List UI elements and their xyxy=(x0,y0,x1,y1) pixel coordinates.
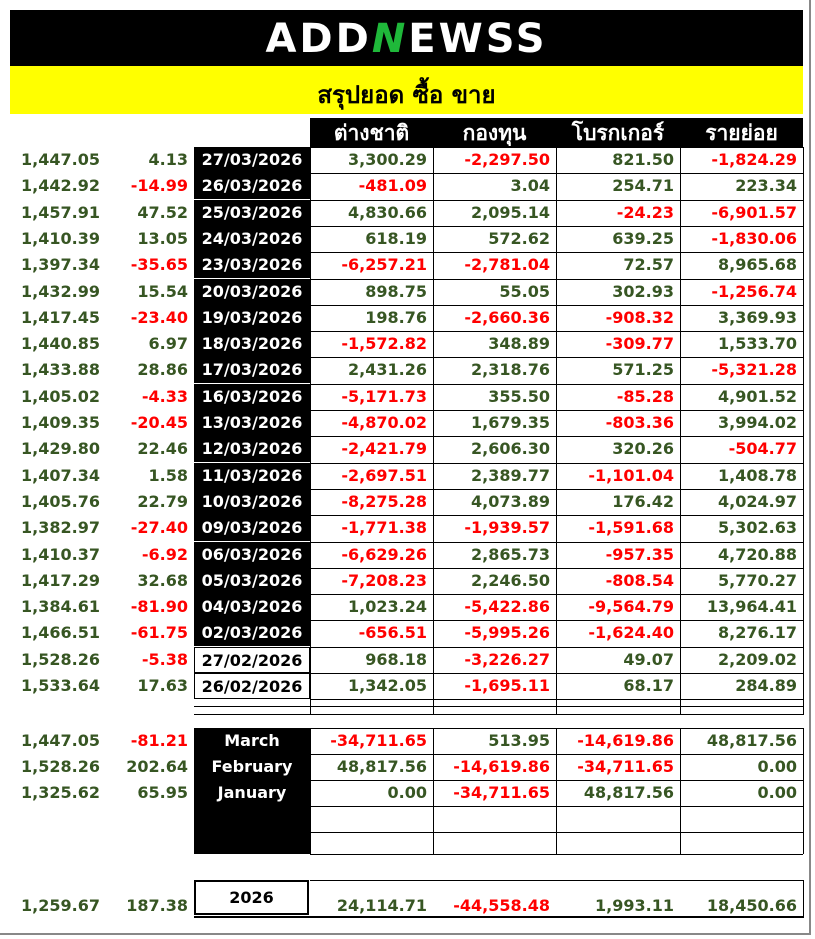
value-cell: 821.50 xyxy=(612,150,674,169)
column-divider xyxy=(803,147,804,715)
value-cell: 898.75 xyxy=(365,281,427,301)
set-index-value: 1,417.45 xyxy=(21,307,100,327)
value-cell: -1,591.68 xyxy=(588,518,674,538)
date-cell: 13/03/2026 xyxy=(194,410,310,436)
value-cell: 4,901.52 xyxy=(718,386,797,406)
value-cell: 1,408.78 xyxy=(718,465,797,485)
index-change-value: -23.40 xyxy=(130,307,188,327)
index-change-value: -6.92 xyxy=(141,544,188,564)
table-row xyxy=(0,436,815,462)
index-change-value: 65.95 xyxy=(137,783,188,802)
column-divider xyxy=(433,147,434,715)
value-cell: 55.05 xyxy=(499,281,550,301)
addnewss-logo: ADDNEWSS xyxy=(265,16,548,62)
table-row xyxy=(0,384,815,410)
value-cell: 2,431.26 xyxy=(348,360,427,380)
value-cell: -803.36 xyxy=(605,413,674,432)
table-row xyxy=(0,673,815,699)
value-cell: -6,257.21 xyxy=(341,255,427,275)
value-cell: 1,342.05 xyxy=(348,676,427,695)
value-cell: -2,781.04 xyxy=(464,255,550,275)
row-divider xyxy=(310,305,803,306)
value-cell: 223.34 xyxy=(735,176,797,196)
table-row xyxy=(0,647,815,673)
column-divider xyxy=(556,728,557,854)
date-cell: 24/03/2026 xyxy=(194,226,310,252)
row-divider xyxy=(310,673,803,674)
value-cell: -1,830.06 xyxy=(711,228,797,248)
value-cell: -14,619.86 xyxy=(453,757,550,776)
column-divider xyxy=(310,147,311,715)
set-index-value: 1,457.91 xyxy=(21,202,100,222)
table-row xyxy=(0,620,815,646)
column-divider xyxy=(680,728,681,854)
column-divider xyxy=(556,147,557,715)
value-cell: 49.07 xyxy=(623,649,674,669)
value-cell: -6,629.26 xyxy=(341,544,427,564)
value-cell: 968.18 xyxy=(365,649,427,669)
table-row xyxy=(0,252,815,278)
date-cell: 18/03/2026 xyxy=(194,331,310,357)
value-cell: -957.35 xyxy=(605,544,674,564)
value-cell: 4,073.89 xyxy=(471,491,550,511)
month-label: January xyxy=(217,783,287,802)
column-divider xyxy=(803,728,804,854)
value-cell: 18,450.66 xyxy=(706,896,797,915)
value-cell: -1,824.29 xyxy=(711,150,797,169)
row-divider xyxy=(310,854,803,855)
value-cell: -1,101.04 xyxy=(588,465,674,485)
value-cell: -2,421.79 xyxy=(341,439,427,459)
value-cell: -2,660.36 xyxy=(464,307,550,327)
set-index-value: 1,410.39 xyxy=(21,228,100,248)
value-cell: 72.57 xyxy=(623,255,674,275)
value-cell: -908.32 xyxy=(605,307,674,327)
value-cell: -808.54 xyxy=(605,570,674,590)
row-divider xyxy=(310,226,803,227)
set-index-value: 1,528.26 xyxy=(21,757,100,776)
title-banner xyxy=(10,66,803,114)
index-change-value: -81.90 xyxy=(130,597,188,617)
row-divider xyxy=(310,331,803,332)
value-cell: 3,369.93 xyxy=(718,307,797,327)
row-divider xyxy=(310,699,803,700)
set-index-value: 1,382.97 xyxy=(21,518,100,538)
row-divider xyxy=(310,728,803,729)
index-change-value: 4.13 xyxy=(148,150,188,169)
table-row xyxy=(0,331,815,357)
set-index-value: 1,325.62 xyxy=(21,783,100,802)
index-change-value: 15.54 xyxy=(137,281,188,301)
index-change-value: -4.33 xyxy=(141,386,188,406)
row-divider xyxy=(310,463,803,464)
index-change-value: 187.38 xyxy=(126,896,188,915)
logo-banner xyxy=(10,10,803,66)
row-divider xyxy=(310,594,803,595)
value-cell: 5,302.63 xyxy=(718,518,797,538)
value-cell: 3.04 xyxy=(510,176,550,196)
row-divider xyxy=(310,542,803,543)
value-cell: 2,389.77 xyxy=(471,465,550,485)
month-label: March xyxy=(224,731,280,750)
set-index-value: 1,432.99 xyxy=(21,281,100,301)
set-index-value: 1,429.80 xyxy=(21,439,100,459)
value-cell: 0.00 xyxy=(387,783,427,802)
date-cell: 26/03/2026 xyxy=(194,173,310,199)
value-cell: 48,817.56 xyxy=(583,783,674,802)
set-index-value: 1,442.92 xyxy=(21,176,100,196)
index-change-value: 202.64 xyxy=(126,757,188,776)
table-row xyxy=(0,226,815,252)
value-cell: -1,624.40 xyxy=(588,623,674,643)
column-divider xyxy=(680,147,681,715)
value-cell: -8,275.28 xyxy=(341,491,427,511)
date-cell: 20/03/2026 xyxy=(194,279,310,305)
set-index-value: 1,440.85 xyxy=(21,334,100,354)
header-foreign: ต่างชาติ xyxy=(310,118,433,148)
row-divider xyxy=(194,916,803,918)
value-cell: -5,995.26 xyxy=(464,623,550,643)
set-index-value: 1,417.29 xyxy=(21,570,100,590)
set-index-value: 1,410.37 xyxy=(21,544,100,564)
value-cell: 2,606.30 xyxy=(471,439,550,459)
value-cell: 2,246.50 xyxy=(471,570,550,590)
index-change-value: -14.99 xyxy=(130,176,188,196)
index-change-value: 22.79 xyxy=(137,491,188,511)
row-divider xyxy=(310,252,803,253)
value-cell: -309.77 xyxy=(605,334,674,354)
monthly-row xyxy=(0,728,815,754)
date-cell: 12/03/2026 xyxy=(194,436,310,462)
index-change-value: -61.75 xyxy=(130,623,188,643)
value-cell: 3,994.02 xyxy=(718,413,797,432)
set-index-value: 1,407.34 xyxy=(21,465,100,485)
row-divider xyxy=(194,714,803,715)
row-divider xyxy=(310,357,803,358)
index-change-value: -20.45 xyxy=(130,413,188,432)
value-cell: 355.50 xyxy=(488,386,550,406)
value-cell: 13,964.41 xyxy=(706,597,797,617)
date-cell: 11/03/2026 xyxy=(194,463,310,489)
row-divider xyxy=(310,279,803,280)
index-change-value: 32.68 xyxy=(137,570,188,590)
value-cell: 571.25 xyxy=(612,360,674,380)
value-cell: 572.62 xyxy=(488,228,550,248)
date-cell: 04/03/2026 xyxy=(194,594,310,620)
value-cell: 2,865.73 xyxy=(471,544,550,564)
value-cell: -2,297.50 xyxy=(464,150,550,169)
value-cell: 254.71 xyxy=(612,176,674,196)
header-fund: กองทุน xyxy=(433,118,556,148)
value-cell: -5,422.86 xyxy=(464,597,550,617)
table-row xyxy=(0,357,815,383)
value-cell: 4,720.88 xyxy=(718,544,797,564)
date-cell: 27/02/2026 xyxy=(194,647,310,673)
date-cell: 27/03/2026 xyxy=(194,147,310,173)
year-label: 2026 xyxy=(194,880,309,915)
value-cell: 8,965.68 xyxy=(718,255,797,275)
set-index-value: 1,405.76 xyxy=(21,491,100,511)
row-divider xyxy=(310,880,803,881)
index-change-value: 1.58 xyxy=(148,465,188,485)
value-cell: 302.93 xyxy=(612,281,674,301)
set-index-value: 1,447.05 xyxy=(21,731,100,750)
value-cell: -1,771.38 xyxy=(341,518,427,538)
index-change-value: -27.40 xyxy=(130,518,188,538)
row-divider xyxy=(310,489,803,490)
value-cell: 48,817.56 xyxy=(336,757,427,776)
value-cell: 0.00 xyxy=(757,783,797,802)
value-cell: -85.28 xyxy=(616,386,674,406)
index-change-value: -81.21 xyxy=(130,731,188,750)
value-cell: 2,318.76 xyxy=(471,360,550,380)
table-row xyxy=(0,305,815,331)
value-cell: 2,209.02 xyxy=(718,649,797,669)
row-divider xyxy=(310,436,803,437)
value-cell: 48,817.56 xyxy=(706,731,797,750)
set-index-value: 1,528.26 xyxy=(21,649,100,669)
row-divider xyxy=(310,384,803,385)
column-divider xyxy=(310,728,311,854)
date-cell: 05/03/2026 xyxy=(194,568,310,594)
header-broker: โบรกเกอร์ xyxy=(556,118,680,148)
table-row xyxy=(0,568,815,594)
value-cell: -656.51 xyxy=(358,623,427,643)
set-index-value: 1,405.02 xyxy=(21,386,100,406)
index-change-value: 13.05 xyxy=(137,228,188,248)
value-cell: -7,208.23 xyxy=(341,570,427,590)
column-divider xyxy=(803,880,804,918)
index-change-value: 28.86 xyxy=(137,360,188,380)
table-row xyxy=(0,542,815,568)
index-change-value: 6.97 xyxy=(148,334,188,354)
set-index-value: 1,409.35 xyxy=(21,413,100,432)
table-row xyxy=(0,594,815,620)
monthly-row xyxy=(0,780,815,806)
value-cell: 618.19 xyxy=(365,228,427,248)
row-divider xyxy=(310,780,803,781)
row-divider xyxy=(310,806,803,807)
table-row xyxy=(0,279,815,305)
index-change-value: 17.63 xyxy=(137,676,188,695)
value-cell: -481.09 xyxy=(358,176,427,196)
table-row xyxy=(0,489,815,515)
column-divider xyxy=(433,728,434,854)
date-cell: 10/03/2026 xyxy=(194,489,310,515)
table-row xyxy=(0,173,815,199)
index-change-value: 47.52 xyxy=(137,202,188,222)
value-cell: -34,711.65 xyxy=(330,731,427,750)
value-cell: 176.42 xyxy=(612,491,674,511)
value-cell: 5,770.27 xyxy=(718,570,797,590)
date-cell: 23/03/2026 xyxy=(194,252,310,278)
set-index-value: 1,533.64 xyxy=(21,676,100,695)
monthly-row xyxy=(0,754,815,780)
value-cell: -1,256.74 xyxy=(711,281,797,301)
date-cell: 19/03/2026 xyxy=(194,305,310,331)
date-cell: 02/03/2026 xyxy=(194,620,310,646)
value-cell: 24,114.71 xyxy=(336,896,427,915)
date-cell: 06/03/2026 xyxy=(194,542,310,568)
value-cell: -9,564.79 xyxy=(588,597,674,617)
value-cell: 320.26 xyxy=(612,439,674,459)
table-row xyxy=(0,463,815,489)
value-cell: -1,939.57 xyxy=(464,518,550,538)
value-cell: 1,533.70 xyxy=(718,334,797,354)
date-cell: 25/03/2026 xyxy=(194,200,310,226)
set-index-value: 1,433.88 xyxy=(21,360,100,380)
date-cell: 16/03/2026 xyxy=(194,384,310,410)
value-cell: -4,870.02 xyxy=(341,413,427,432)
set-index-value: 1,447.05 xyxy=(21,150,100,169)
set-index-value: 1,397.34 xyxy=(21,255,100,275)
table-row xyxy=(0,200,815,226)
row-divider xyxy=(194,706,803,707)
value-cell: 1,023.24 xyxy=(348,597,427,617)
value-cell: 284.89 xyxy=(735,676,797,695)
value-cell: 639.25 xyxy=(612,228,674,248)
value-cell: -3,226.27 xyxy=(464,649,550,669)
row-divider xyxy=(310,147,803,148)
row-divider xyxy=(310,200,803,201)
set-index-value: 1,466.51 xyxy=(21,623,100,643)
value-cell: -504.77 xyxy=(728,439,797,459)
index-change-value: -5.38 xyxy=(141,649,188,669)
row-divider xyxy=(310,647,803,648)
value-cell: 1,679.35 xyxy=(471,413,550,432)
table-row xyxy=(0,410,815,436)
value-cell: 513.95 xyxy=(488,731,550,750)
value-cell: 0.00 xyxy=(757,757,797,776)
value-cell: -1,695.11 xyxy=(464,676,550,695)
row-divider xyxy=(310,832,803,833)
set-index-value: 1,259.67 xyxy=(21,896,100,915)
row-divider xyxy=(310,515,803,516)
row-divider xyxy=(310,410,803,411)
row-divider xyxy=(310,173,803,174)
index-change-value: -35.65 xyxy=(130,255,188,275)
row-divider xyxy=(310,568,803,569)
value-cell: -14,619.86 xyxy=(577,731,674,750)
date-cell: 26/02/2026 xyxy=(194,673,310,699)
value-cell: -24.23 xyxy=(616,202,674,222)
table-row xyxy=(0,515,815,541)
table-row xyxy=(0,147,815,173)
value-cell: 198.76 xyxy=(365,307,427,327)
value-cell: -34,711.65 xyxy=(453,783,550,802)
value-cell: 348.89 xyxy=(488,334,550,354)
page-title: สรุปยอด ซื้อ ขาย xyxy=(317,81,496,109)
header-retail: รายย่อย xyxy=(680,118,803,148)
month-label: February xyxy=(211,757,293,776)
value-cell: 1,993.11 xyxy=(595,896,674,915)
value-cell: 4,024.97 xyxy=(718,491,797,511)
row-divider xyxy=(310,620,803,621)
value-cell: -44,558.48 xyxy=(453,896,550,915)
value-cell: -6,901.57 xyxy=(711,202,797,222)
value-cell: 68.17 xyxy=(623,676,674,695)
value-cell: 3,300.29 xyxy=(348,150,427,169)
date-cell: 09/03/2026 xyxy=(194,515,310,541)
value-cell: -34,711.65 xyxy=(577,757,674,776)
value-cell: -5,171.73 xyxy=(341,386,427,406)
date-cell: 17/03/2026 xyxy=(194,357,310,383)
value-cell: -2,697.51 xyxy=(341,465,427,485)
value-cell: -1,572.82 xyxy=(341,334,427,354)
value-cell: 8,276.17 xyxy=(718,623,797,643)
value-cell: -5,321.28 xyxy=(711,360,797,380)
value-cell: 2,095.14 xyxy=(471,202,550,222)
set-index-value: 1,384.61 xyxy=(21,597,100,617)
value-cell: 4,830.66 xyxy=(348,202,427,222)
index-change-value: 22.46 xyxy=(137,439,188,459)
row-divider xyxy=(310,754,803,755)
